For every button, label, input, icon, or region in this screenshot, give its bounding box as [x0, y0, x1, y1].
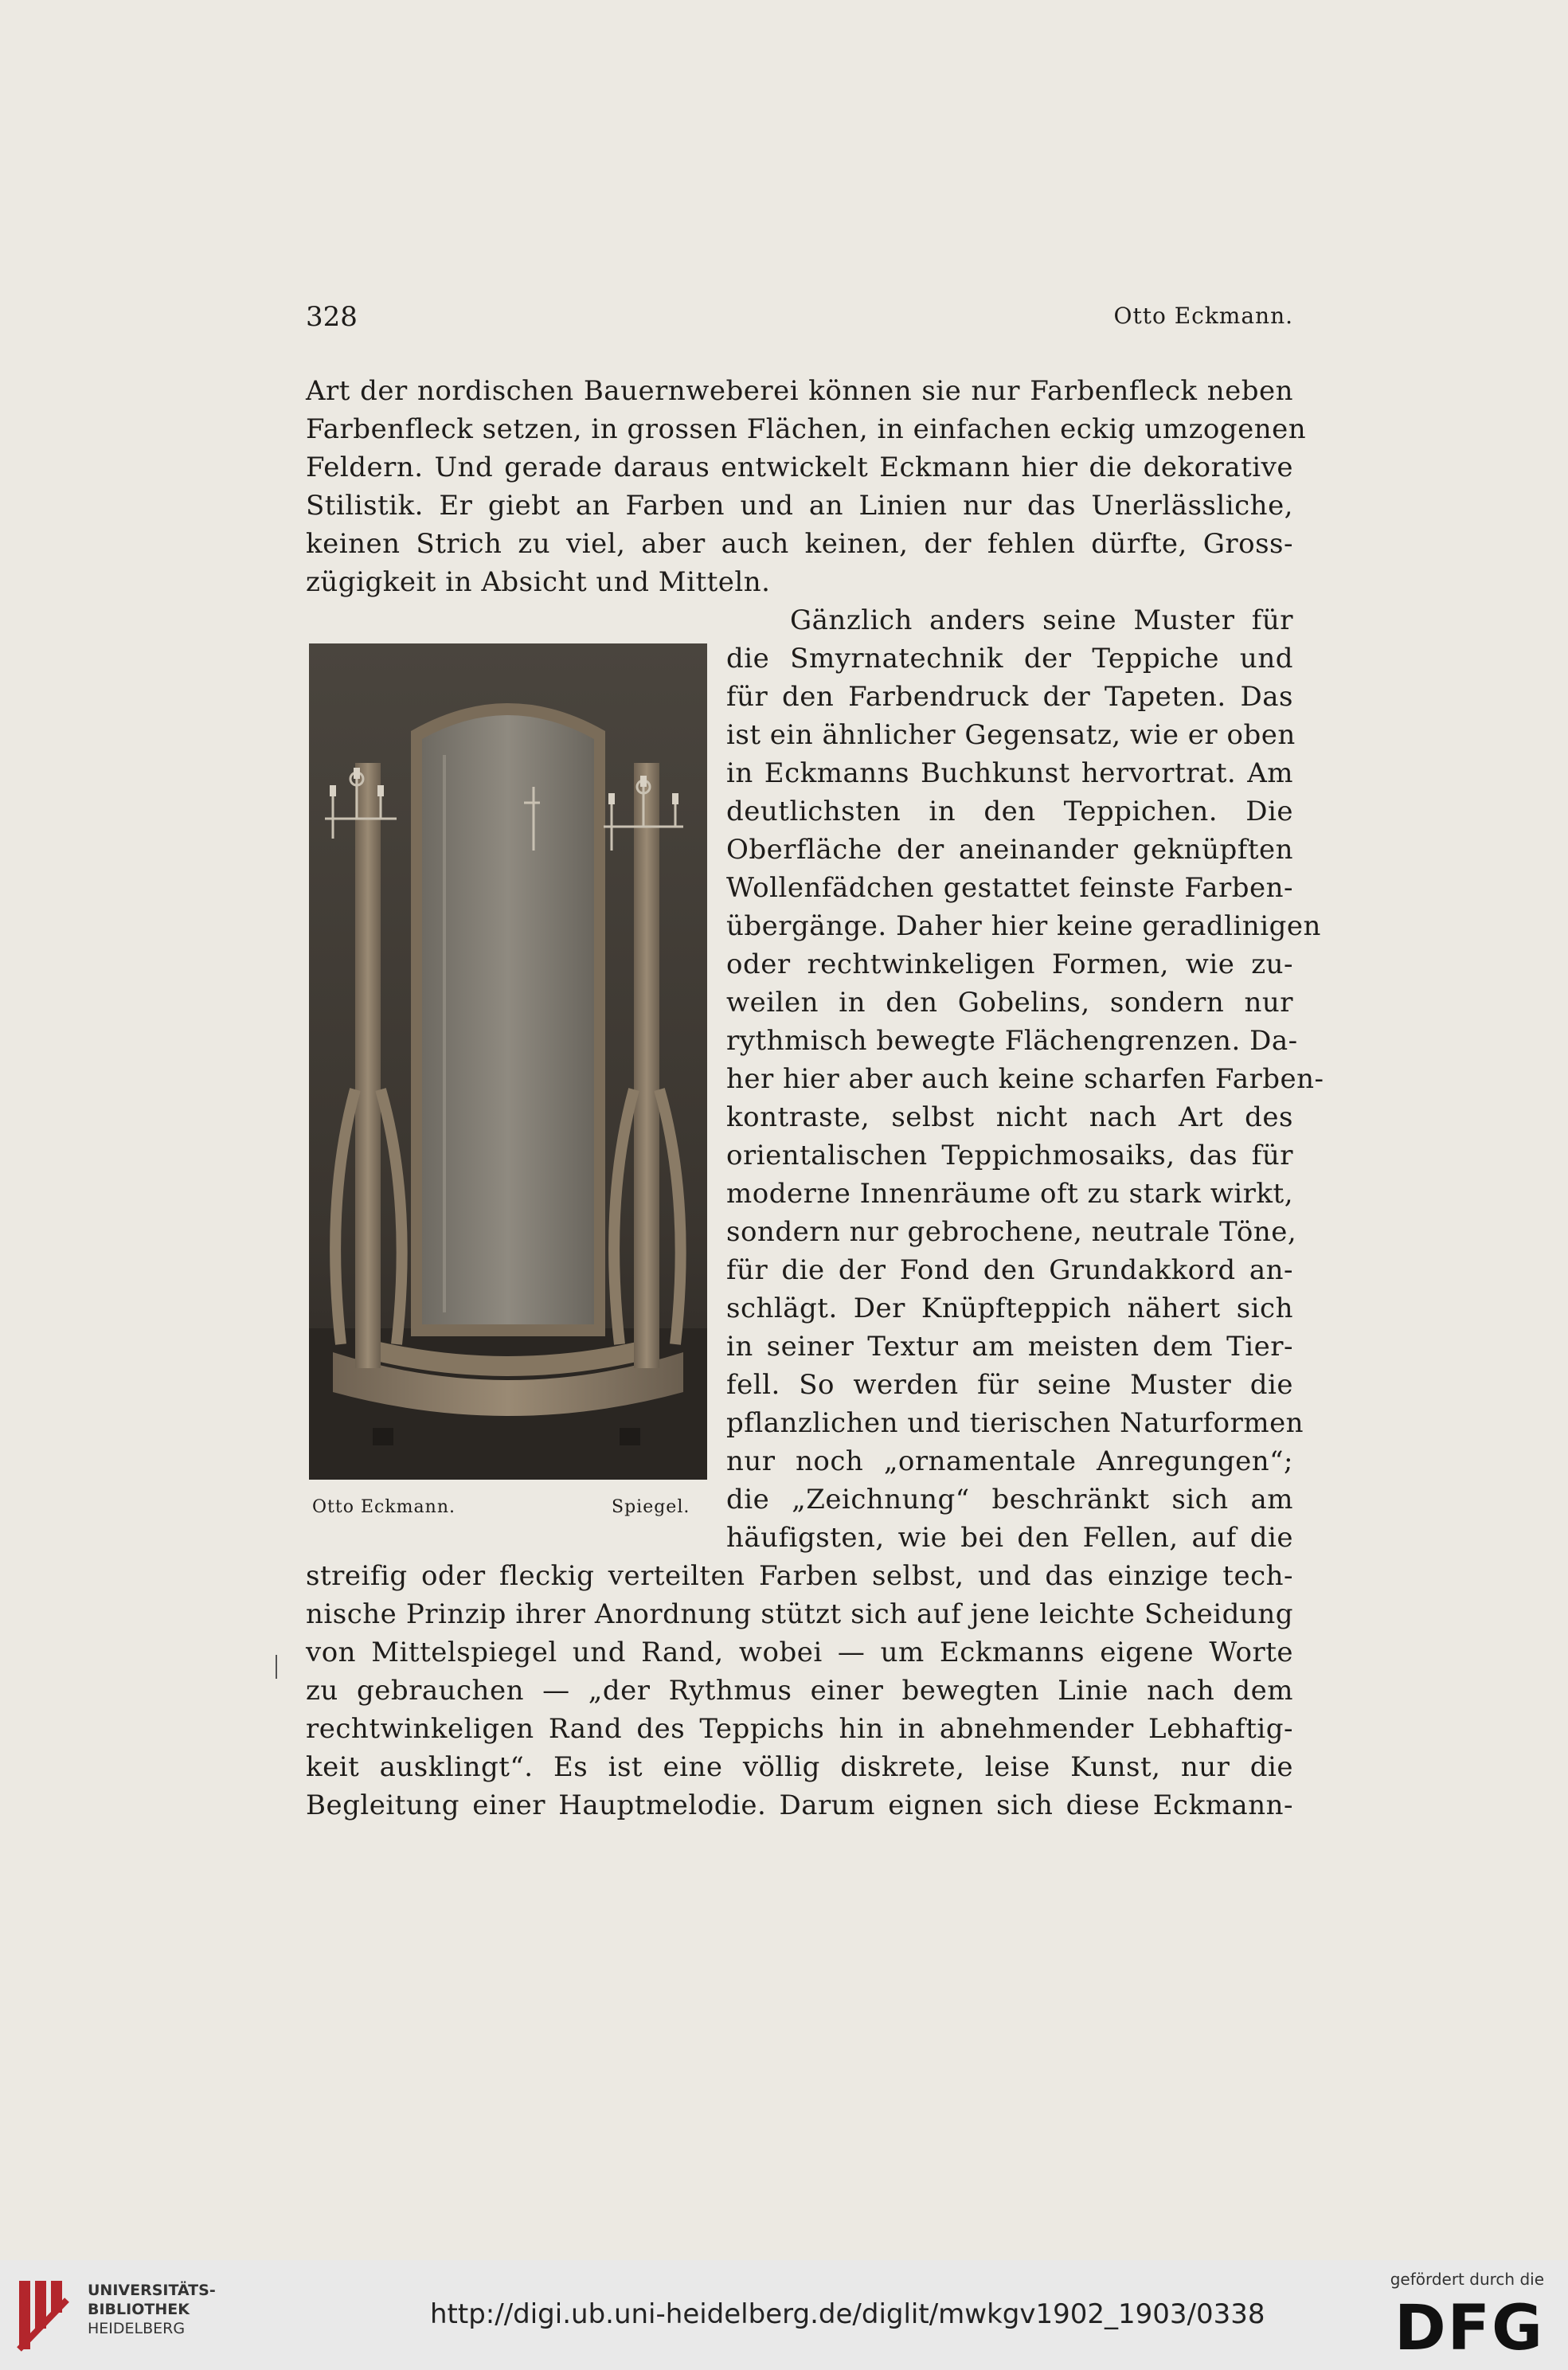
footer-bar: [0, 2260, 1568, 2370]
text-line: kontraste, selbst nicht nach Art des: [726, 1101, 1293, 1133]
text-line: Gänzlich anders seine Muster für: [790, 604, 1293, 636]
text-line: oder rechtwinkeligen Formen, wie zu-: [726, 948, 1293, 980]
page-number: 328: [306, 301, 358, 333]
text-line: zügigkeit in Absicht und Mitteln.: [306, 566, 771, 598]
text-line: her hier aber auch keine scharfen Farben-: [726, 1063, 1324, 1095]
text-line: rythmisch bewegte Flächengrenzen. Da-: [726, 1025, 1298, 1057]
text-line: Feldern. Und gerade daraus entwickelt Eckmann hier die dekorative: [306, 452, 1293, 483]
text-line: zu gebrauchen — „der Rythmus einer bewegten Linie nach dem: [306, 1675, 1293, 1707]
text-line: keit ausklingt“. Es ist eine völlig diskrete, leise Kunst, nur die: [306, 1751, 1293, 1783]
library-name: [88, 2281, 216, 2338]
funding-note: gefördert durch die: [1390, 2270, 1544, 2289]
text-line: pflanzlichen und tierischen Naturformen: [726, 1407, 1304, 1439]
mirror-photograph: [309, 643, 707, 1480]
text-line: fell. So werden für seine Muster die: [726, 1369, 1293, 1401]
text-line: Art der nordischen Bauernweberei können sie nur Farbenfleck neben: [306, 375, 1293, 407]
text-line: für den Farbendruck der Tapeten. Das: [726, 681, 1293, 713]
text-line: in seiner Textur am meisten dem Tier-: [726, 1331, 1293, 1363]
dfg-logo: DFG: [1394, 2293, 1544, 2364]
text-line: moderne Innenräume oft zu stark wirkt,: [726, 1178, 1293, 1210]
text-line: keinen Strich zu viel, aber auch keinen, der fehlen dürfte, Gross-: [306, 528, 1293, 560]
text-line: nur noch „ornamentale Anregungen“;: [726, 1445, 1293, 1477]
text-line: in Eckmanns Buchkunst hervortrat. Am: [726, 757, 1293, 789]
permalink-url[interactable]: http://digi.ub.uni-heidelberg.de/diglit/mwkgv1902_1903/0338: [430, 2298, 1265, 2330]
text-line: von Mittelspiegel und Rand, wobei — um Eckmanns eigene Worte: [306, 1637, 1293, 1668]
text-line: rechtwinkeligen Rand des Teppichs hin in abnehmender Lebhaftig-: [306, 1713, 1293, 1745]
text-line: deutlichsten in den Teppichen. Die: [726, 796, 1293, 827]
text-line: übergänge. Daher hier keine geradlinigen: [726, 910, 1321, 942]
text-line: nische Prinzip ihrer Anordnung stützt sich auf jene leichte Scheidung: [306, 1598, 1293, 1630]
text-line: Wollenfädchen gestattet feinste Farben-: [726, 872, 1293, 904]
margin-mark: [276, 1655, 277, 1679]
text-line: sondern nur gebrochene, neutrale Töne,: [726, 1216, 1297, 1248]
text-line: Oberfläche der aneinander geknüpften: [726, 834, 1293, 866]
figure-caption-artist: Otto Eckmann.: [312, 1497, 456, 1517]
university-library-logo-icon: [16, 2276, 75, 2354]
running-head: Otto Eckmann.: [1113, 303, 1293, 329]
text-line: ist ein ähnlicher Gegensatz, wie er oben: [726, 719, 1296, 751]
text-line: streifig oder fleckig verteilten Farben selbst, und das einzige tech-: [306, 1560, 1293, 1592]
text-line: die „Zeichnung“ beschränkt sich am: [726, 1484, 1293, 1515]
figure-caption-title: Spiegel.: [612, 1497, 690, 1517]
text-line: schlägt. Der Knüpfteppich nähert sich: [726, 1293, 1293, 1324]
library-name-line: UNIVERSITÄTS-: [88, 2282, 216, 2299]
text-line: häufigsten, wie bei den Fellen, auf die: [726, 1522, 1293, 1554]
text-line: für die der Fond den Grundakkord an-: [726, 1254, 1293, 1286]
text-line: Farbenfleck setzen, in grossen Flächen, in einfachen eckig umzogenen: [306, 413, 1307, 445]
text-line: orientalischen Teppichmosaiks, das für: [726, 1140, 1293, 1171]
page-header: [306, 301, 1293, 341]
library-name-line: HEIDELBERG: [88, 2320, 186, 2337]
library-name-line: BIBLIOTHEK: [88, 2301, 190, 2318]
text-line: Begleitung einer Hauptmelodie. Darum eignen sich diese Eckmann-: [306, 1789, 1293, 1821]
text-line: weilen in den Gobelins, sondern nur: [726, 987, 1293, 1019]
text-line: Stilistik. Er giebt an Farben und an Linien nur das Unerlässliche,: [306, 490, 1293, 522]
text-line: die Smyrnatechnik der Teppiche und: [726, 643, 1293, 675]
mirror-illustration: [309, 643, 707, 1480]
